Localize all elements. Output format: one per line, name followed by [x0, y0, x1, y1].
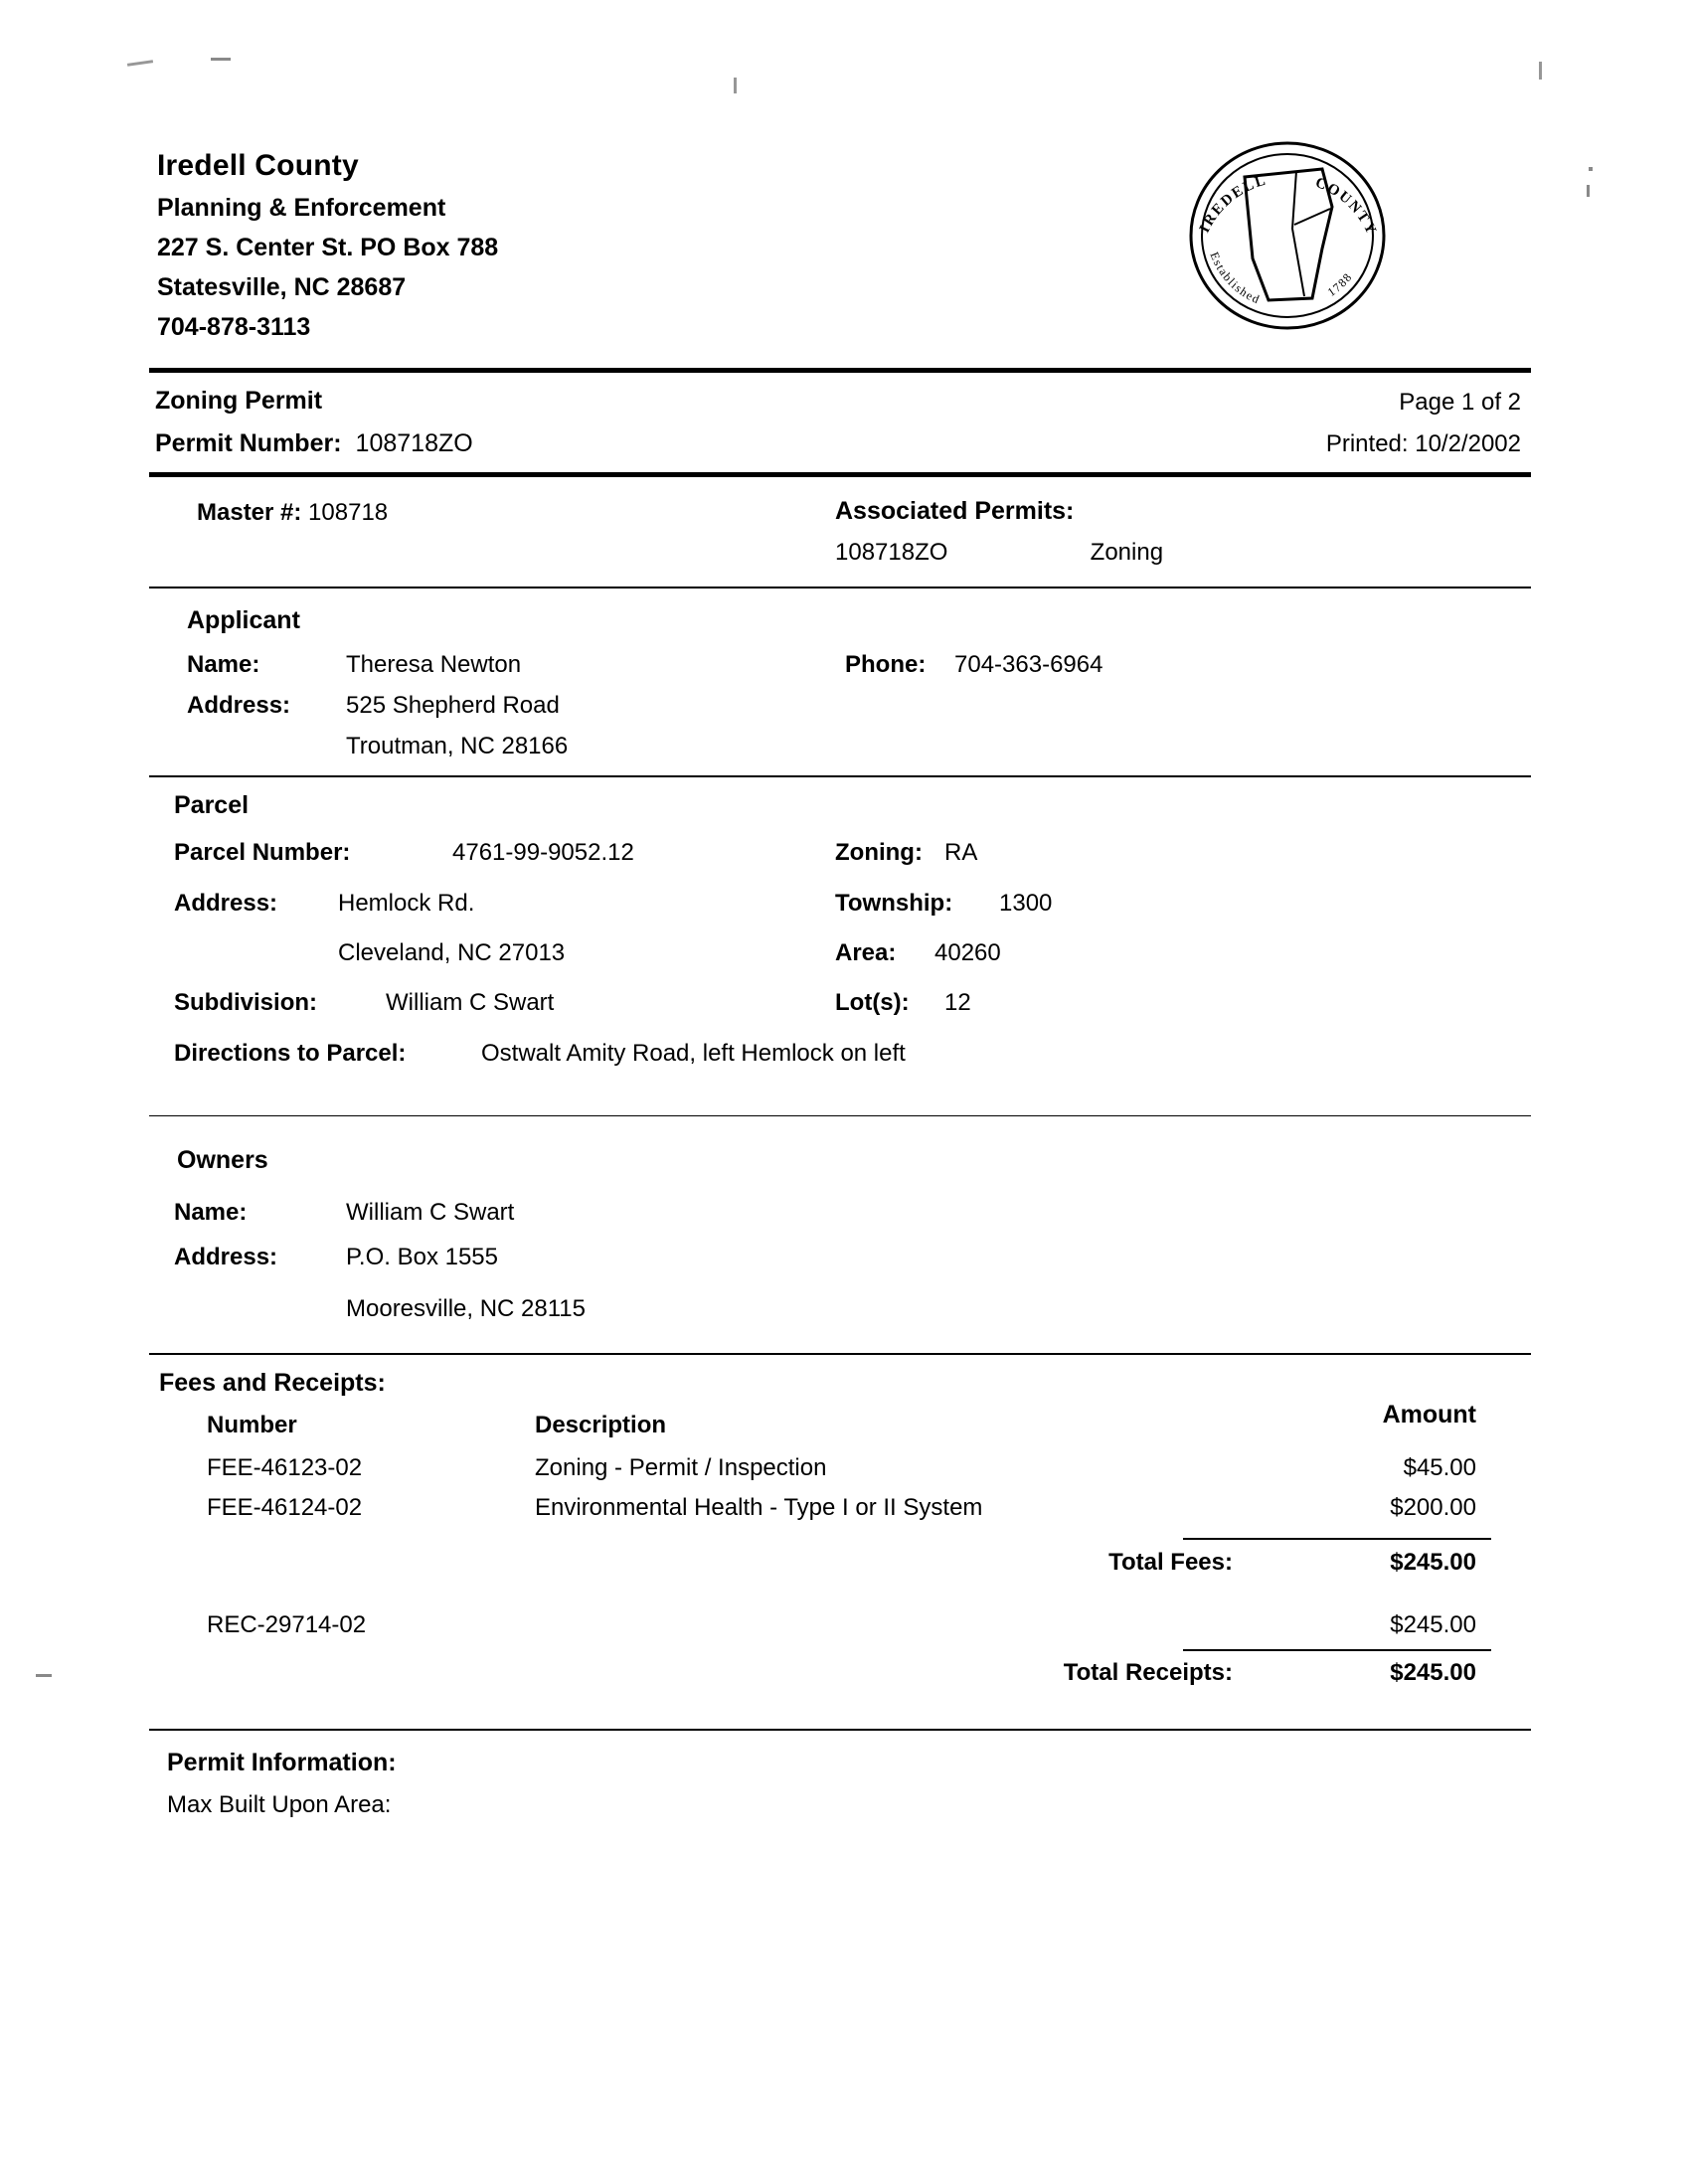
- scan-artifact-top-left: [127, 60, 153, 67]
- total-fees-amount: $245.00: [1390, 1549, 1476, 1576]
- max-built-upon-area-label: Max Built Upon Area:: [167, 1791, 392, 1818]
- total-fees-label: Total Fees:: [1108, 1549, 1233, 1576]
- printed-date: Printed: 10/2/2002: [1325, 430, 1521, 457]
- master-section: [149, 477, 1531, 587]
- scan-artifact-right-low: [1589, 167, 1593, 171]
- total-fees-rule: [1183, 1538, 1491, 1540]
- permit-information-section: [149, 1731, 1531, 1819]
- receipt-number: REC-29714-02: [207, 1611, 367, 1638]
- applicant-address-line1: 525 Shepherd Road: [346, 692, 560, 719]
- associated-permit-row: [835, 539, 1163, 567]
- org-address-line2: Statesville, NC 28687: [157, 273, 407, 301]
- fees-col-amount: Amount: [1382, 1401, 1476, 1428]
- org-address-line1: 227 S. Center St. PO Box 788: [157, 234, 499, 261]
- parcel-area-label: Area:: [835, 939, 897, 966]
- owner-name-label: Name:: [174, 1199, 248, 1226]
- owner-address-line1: P.O. Box 1555: [346, 1244, 498, 1270]
- fee-row-description: Environmental Health - Type I or II System: [535, 1494, 983, 1521]
- permit-title-band: [149, 373, 1531, 472]
- parcel-township-value: 1300: [999, 890, 1053, 917]
- applicant-phone-value: 704-363-6964: [954, 651, 1103, 678]
- total-receipts-rule: [1183, 1649, 1491, 1651]
- scan-artifact-right-low2: [1587, 185, 1590, 197]
- associated-permits-label: Associated Permits:: [835, 497, 1075, 525]
- master-number-value: 108718: [308, 499, 389, 526]
- applicant-section: [149, 588, 1531, 775]
- org-department: Planning & Enforcement: [157, 194, 446, 222]
- fees-col-description: Description: [535, 1412, 667, 1438]
- scan-artifact-tick-right: [1539, 62, 1542, 80]
- total-receipts-amount: $245.00: [1390, 1659, 1476, 1686]
- parcel-address-line2: Cleveland, NC 27013: [338, 939, 566, 966]
- receipt-amount: $245.00: [1390, 1611, 1476, 1638]
- applicant-heading: Applicant: [187, 606, 300, 634]
- fee-row-description: Zoning - Permit / Inspection: [535, 1454, 827, 1481]
- applicant-name-value: Theresa Newton: [346, 651, 522, 678]
- permit-information-heading: Permit Information:: [167, 1749, 397, 1776]
- fee-row-number: FEE-46123-02: [207, 1454, 363, 1481]
- scan-artifact-dash: [211, 58, 231, 61]
- parcel-directions-label: Directions to Parcel:: [174, 1040, 407, 1067]
- permit-number-label: Permit Number:: [155, 429, 342, 457]
- owners-section: [149, 1116, 1531, 1353]
- page-info: Page 1 of 2: [1399, 389, 1521, 416]
- fee-row-amount: $45.00: [1403, 1454, 1476, 1481]
- parcel-lots-value: 12: [944, 989, 971, 1016]
- applicant-phone-label: Phone:: [845, 651, 927, 678]
- associated-permit-code: 108718ZO: [835, 539, 948, 566]
- parcel-area-value: 40260: [934, 939, 1001, 966]
- permit-number-value: 108718ZO: [355, 429, 473, 457]
- parcel-heading: Parcel: [174, 791, 250, 819]
- svg-text:Established: Established: [1207, 250, 1263, 307]
- parcel-section: [149, 777, 1531, 1067]
- applicant-address-label: Address:: [187, 692, 291, 719]
- svg-text:1788: 1788: [1324, 269, 1356, 299]
- fees-section: [149, 1355, 1531, 1686]
- org-name: Iredell County: [157, 149, 359, 182]
- document-title: Zoning Permit: [155, 387, 323, 415]
- total-receipts-label: Total Receipts:: [1063, 1659, 1233, 1686]
- org-phone: 704-878-3113: [157, 313, 311, 341]
- scan-artifact-left-mid: [36, 1674, 52, 1677]
- owners-heading: Owners: [177, 1146, 268, 1174]
- county-seal-icon: [1173, 129, 1402, 343]
- fees-col-number: Number: [207, 1412, 297, 1438]
- owner-address-line2: Mooresville, NC 28115: [346, 1295, 586, 1322]
- parcel-directions-value: Ostwalt Amity Road, left Hemlock on left: [481, 1040, 906, 1067]
- master-number-row: [197, 499, 388, 527]
- master-number-label: Master #:: [197, 499, 302, 526]
- parcel-address-line1: Hemlock Rd.: [338, 890, 475, 917]
- owner-address-label: Address:: [174, 1244, 278, 1270]
- owner-name-value: William C Swart: [346, 1199, 515, 1226]
- svg-text:COUNTY: COUNTY: [1312, 174, 1380, 239]
- svg-text:IREDELL: IREDELL: [1196, 172, 1270, 236]
- organization-block: [157, 149, 498, 353]
- parcel-number-value: 4761-99-9052.12: [452, 839, 634, 866]
- associated-permit-type: Zoning: [1090, 539, 1164, 566]
- fee-row-number: FEE-46124-02: [207, 1494, 363, 1521]
- permit-number-row: [155, 429, 473, 458]
- fee-row-amount: $200.00: [1390, 1494, 1476, 1521]
- parcel-number-label: Parcel Number:: [174, 839, 351, 866]
- fees-heading: Fees and Receipts:: [159, 1369, 386, 1397]
- parcel-township-label: Township:: [835, 890, 953, 917]
- applicant-address-line2: Troutman, NC 28166: [346, 733, 569, 759]
- parcel-subdivision-label: Subdivision:: [174, 989, 317, 1016]
- parcel-zoning-value: RA: [944, 839, 978, 866]
- parcel-lots-label: Lot(s):: [835, 989, 910, 1016]
- document-header: [149, 119, 1531, 368]
- applicant-name-label: Name:: [187, 651, 260, 678]
- parcel-subdivision-value: William C Swart: [386, 989, 555, 1016]
- parcel-zoning-label: Zoning:: [835, 839, 923, 866]
- scan-artifact-tick-mid: [734, 78, 737, 93]
- parcel-address-label: Address:: [174, 890, 278, 917]
